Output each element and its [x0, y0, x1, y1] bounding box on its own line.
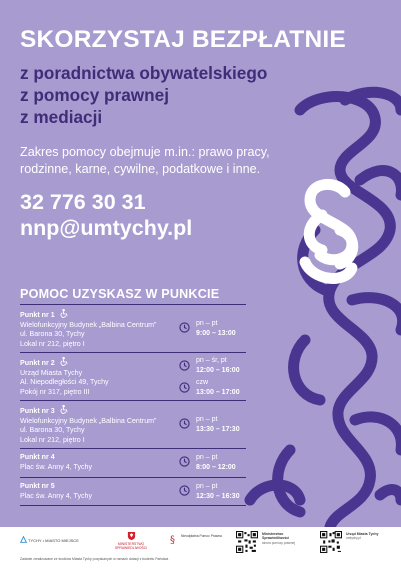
ministry-label [262, 532, 306, 546]
phone-number[interactable]: 32 776 30 31 [20, 190, 146, 214]
hours-time: 8:00 – 12:00 [196, 463, 236, 471]
service-item: z mediacji [20, 107, 103, 127]
clock-icon [179, 485, 190, 496]
hours-time: 13:30 – 17:30 [196, 425, 240, 433]
point-line: Al. Niepodległości 49, Tychy [20, 378, 109, 387]
point-name: Punkt nr 3 [20, 407, 55, 415]
point-line: Wielofunkcyjny Budynek „Balbina Centrum” [20, 416, 157, 425]
point-line: ul. Barona 30, Tychy [20, 426, 85, 435]
point-address [20, 453, 92, 472]
points-list [20, 304, 246, 506]
point-line: Plac św. Anny 4, Tychy [20, 462, 93, 471]
logo-ms [108, 531, 154, 550]
point-item [20, 448, 246, 477]
office-label [346, 532, 386, 541]
clock-icon [179, 322, 190, 333]
hours-days: czw [196, 379, 209, 386]
service-item: z poradnictwa obywatelskiego [20, 63, 268, 83]
point-line: Lokal nr 212, piętro I [20, 435, 85, 444]
hours-days: pn – śr, pt [196, 357, 227, 364]
services-list [20, 62, 267, 128]
scope-text: Zakres pomocy obejmuje m.in.: prawo pracy, rodzinne, karne, cywilne, podatkowe i inne. [20, 145, 270, 176]
hours-days: pn – pt [196, 416, 218, 423]
point-hours [196, 453, 236, 472]
logo-tychy-text: TYCHY • MIASTO MIEJSCE [28, 538, 79, 543]
point-hours [196, 319, 236, 338]
office-text: Urząd Miasta Tychy [346, 532, 379, 536]
point-name: Punkt nr 1 [20, 311, 55, 319]
points-title: POMOC UZYSKASZ W PUNKCIE [20, 287, 220, 301]
point-line: Wielofunkcyjny Budynek „Balbina Centrum” [20, 320, 157, 329]
logo-npp [170, 534, 222, 545]
eagle-emblem-icon [127, 531, 136, 541]
point-line: Urząd Miasta Tychy [20, 368, 83, 377]
point-hours [196, 482, 240, 501]
point-name: Punkt nr 4 [20, 453, 55, 461]
qr-code-icon[interactable] [236, 531, 258, 553]
npp-logo-icon [170, 534, 179, 545]
point-address [20, 309, 156, 349]
wheelchair-icon [60, 405, 69, 414]
footer [0, 527, 401, 568]
point-line: ul. Barona 30, Tychy [20, 330, 85, 339]
point-item [20, 477, 246, 506]
point-line: Lokal nr 212, piętro I [20, 339, 85, 348]
tychy-logo-icon [20, 536, 27, 543]
clock-icon [179, 360, 190, 371]
point-hours [196, 415, 240, 434]
hours-time: 12:00 – 16:00 [196, 366, 240, 374]
logo-tychy [20, 536, 92, 543]
clock-icon [179, 456, 190, 467]
wheelchair-icon [60, 309, 69, 318]
svg-text:§: § [170, 535, 175, 545]
point-item [20, 352, 246, 400]
office-subtext: umtychy.pl [346, 536, 361, 541]
logo-npp-text: Nieodpłatna Pomoc Prawna [181, 534, 222, 538]
point-line: Plac św. Anny 4, Tychy [20, 491, 93, 500]
hours-days: pn – pt [196, 320, 218, 327]
page-title: SKORZYSTAJ BEZPŁATNIE [20, 26, 346, 53]
qr-code-icon[interactable] [320, 531, 342, 553]
point-line: Pokój nr 317, piętro III [20, 387, 90, 396]
hours-time: 12:30 – 16:30 [196, 492, 240, 500]
funding-note: Zadanie zrealizowane ze środków Miasta Tychy pozyskanych w ramach dotacji z budżetu Państwa [20, 557, 169, 561]
clock-icon [179, 382, 190, 393]
point-hours [196, 356, 240, 375]
hours-time: 13:00 – 17:00 [196, 388, 240, 396]
point-name: Punkt nr 5 [20, 482, 55, 490]
service-item: z pomocy prawnej [20, 85, 169, 105]
ministry-subtext: strona pomocy prawnej [262, 540, 295, 545]
clock-icon [179, 418, 190, 429]
wheelchair-icon [60, 357, 69, 366]
hours-time: 9:00 – 13:00 [196, 329, 236, 337]
paragraph-icon [305, 184, 353, 278]
hours-days: pn – pt [196, 483, 218, 490]
logo-ms-text: MINISTERSTWO SPRAWIEDLIWOŚCI [114, 542, 148, 550]
point-item [20, 400, 246, 448]
email-address[interactable]: nnp@umtychy.pl [20, 216, 193, 240]
ministry-text: Ministerstwo Sprawiedliwości [262, 532, 290, 541]
point-item [20, 304, 246, 352]
hours-days: pn – pt [196, 454, 218, 461]
point-name: Punkt nr 2 [20, 359, 55, 367]
point-hours [196, 378, 240, 397]
point-address [20, 482, 92, 501]
point-address [20, 405, 156, 445]
point-address [20, 357, 109, 397]
